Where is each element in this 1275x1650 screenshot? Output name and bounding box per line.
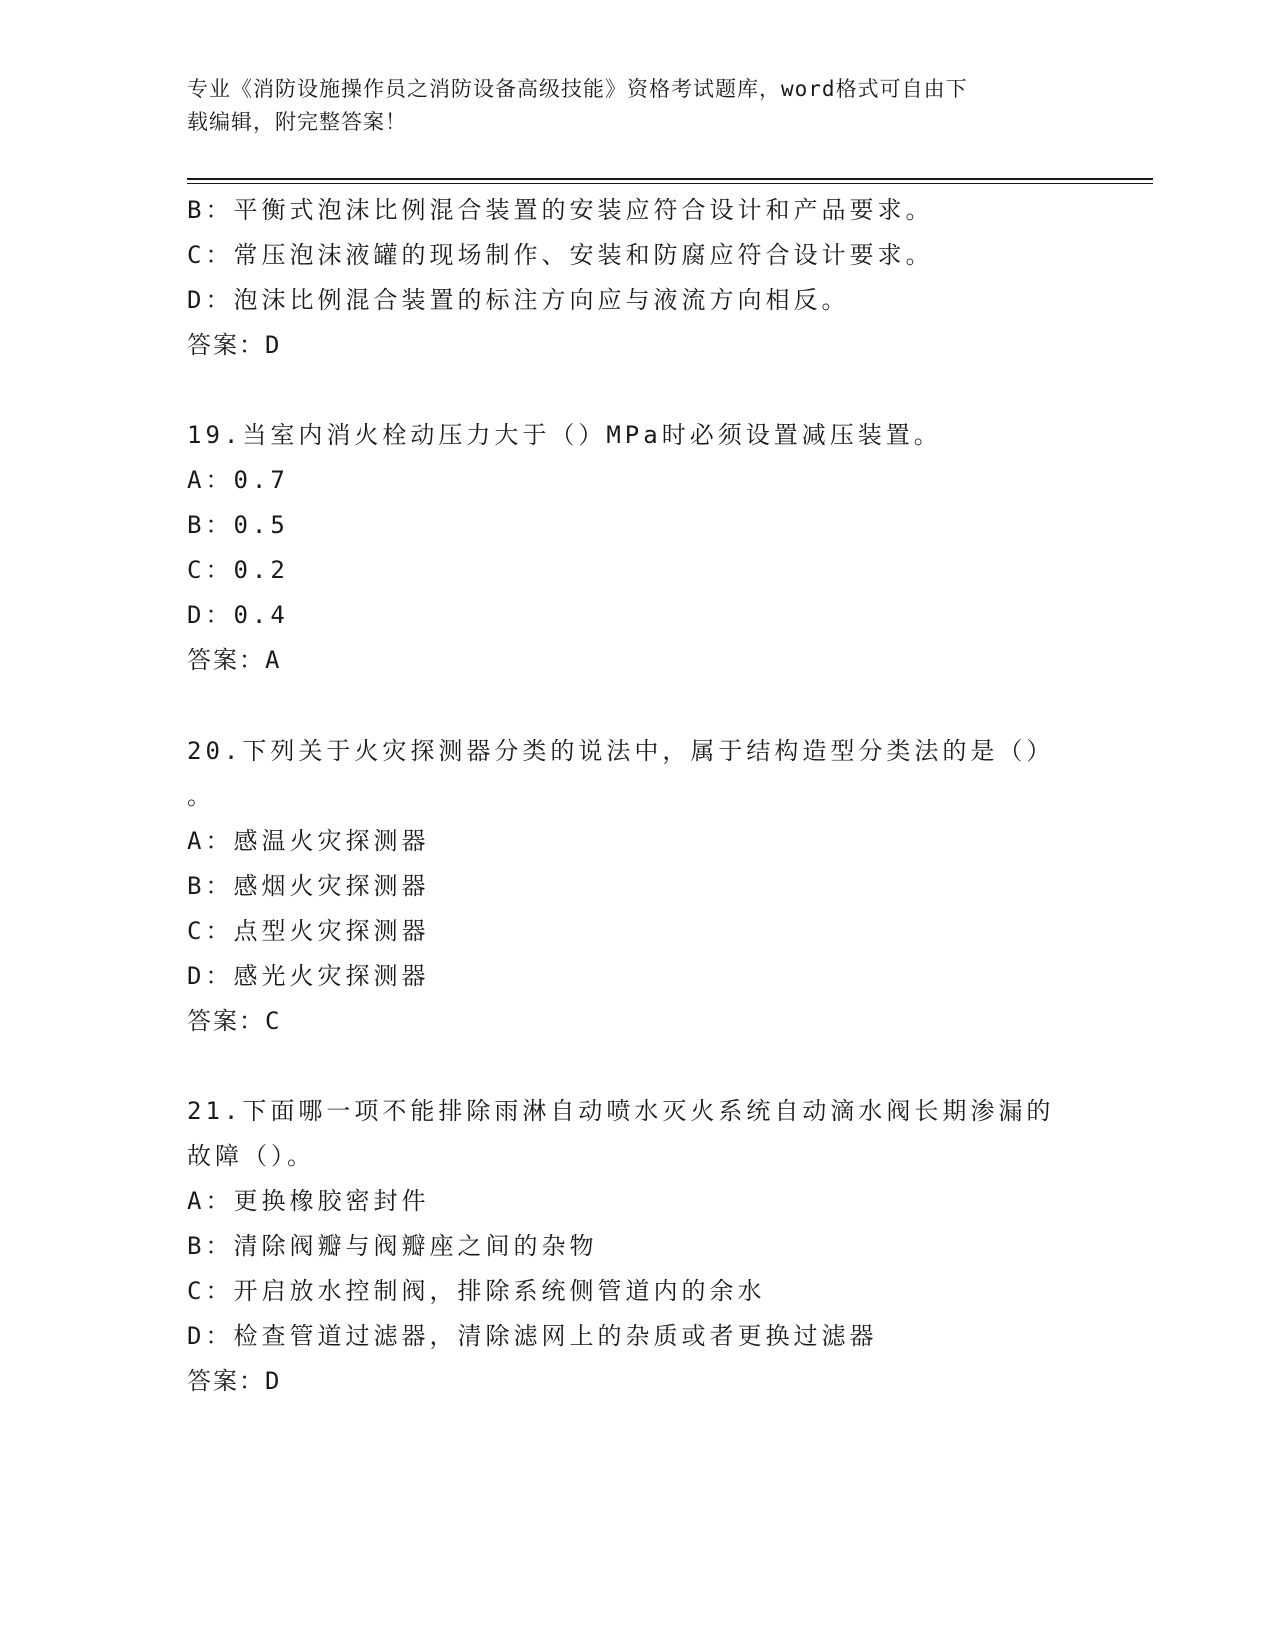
q19-answer: 答案：A <box>187 646 282 674</box>
q18-option-b: B：平衡式泡沫比例混合装置的安装应符合设计和产品要求。 <box>187 196 934 224</box>
q21-option-c: C：开启放水控制阀，排除系统侧管道内的余水 <box>187 1277 766 1305</box>
header-line-1: 专业《消防设施操作员之消防设备高级技能》资格考试题库，word格式可自由下 <box>187 77 968 101</box>
q21-option-b: B：清除阀瓣与阀瓣座之间的杂物 <box>187 1232 598 1260</box>
q20-answer: 答案：C <box>187 1007 282 1035</box>
header-divider-thick <box>187 178 1153 180</box>
q21-answer: 答案：D <box>187 1367 282 1395</box>
q20-option-b: B：感烟火灾探测器 <box>187 872 430 900</box>
q20-option-c: C：点型火灾探测器 <box>187 917 430 945</box>
header-line-2: 载编辑，附完整答案！ <box>187 110 407 134</box>
header-divider-thin <box>187 183 1153 184</box>
q20-option-a: A：感温火灾探测器 <box>187 827 430 855</box>
q21-option-d: D：检查管道过滤器，清除滤网上的杂质或者更换过滤器 <box>187 1322 878 1350</box>
q21-question-line-1: 21.下面哪一项不能排除雨淋自动喷水灭火系统自动滴水阀长期渗漏的 <box>187 1097 1055 1125</box>
q21-option-a: A：更换橡胶密封件 <box>187 1187 430 1215</box>
page-header <box>187 73 1067 139</box>
q20-option-d: D：感光火灾探测器 <box>187 962 430 990</box>
q20-question-line-1: 20.下列关于火灾探测器分类的说法中，属于结构造型分类法的是（） <box>187 737 1055 765</box>
q18-option-d: D：泡沫比例混合装置的标注方向应与液流方向相反。 <box>187 286 850 314</box>
q21-question-line-2: 故障（）。 <box>187 1142 315 1170</box>
q19-option-d: D：0.4 <box>187 601 289 629</box>
q19-option-c: C：0.2 <box>187 556 289 584</box>
q20-question-line-2: 。 <box>187 782 215 810</box>
q19-option-b: B：0.5 <box>187 511 289 539</box>
q19-option-a: A：0.7 <box>187 466 289 494</box>
q18-option-c: C：常压泡沫液罐的现场制作、安装和防腐应符合设计要求。 <box>187 241 934 269</box>
q18-answer: 答案：D <box>187 331 282 359</box>
q19-question: 19.当室内消火栓动压力大于（）MPa时必须设置减压装置。 <box>187 421 942 449</box>
